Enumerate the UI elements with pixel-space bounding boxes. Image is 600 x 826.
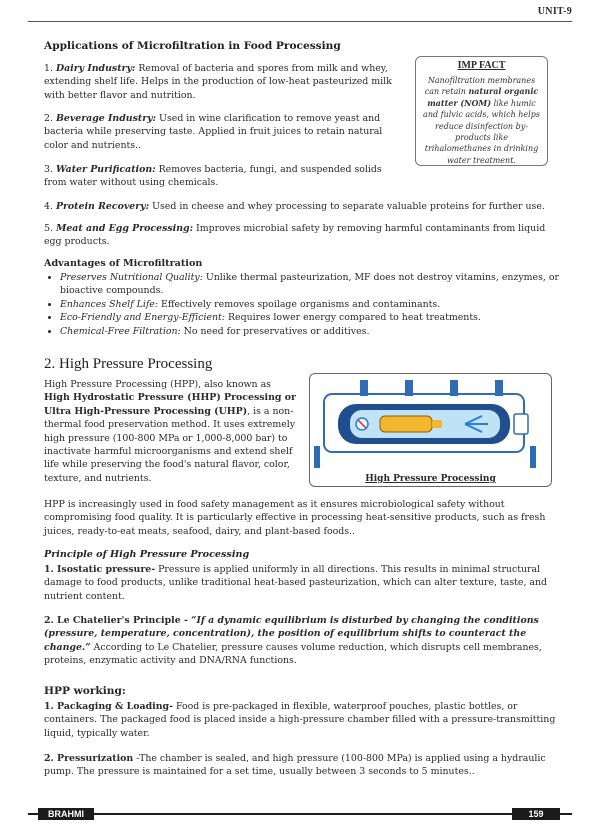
application-protein: 4. Protein Recovery: Used in cheese and whey processing to separate valuable proteins for further use. bbox=[44, 201, 545, 212]
imp-fact-text: Nanofiltration membranes can retain natural organic matter (NOM) like humic and fulvic acids, which helps reduce disinfection by-products like trihalomethanes in drinking water treatment. bbox=[423, 76, 540, 165]
imp-fact-title: IMP FACT bbox=[457, 60, 506, 71]
chamber-end-cap bbox=[514, 414, 528, 434]
section-title-hpp: 2. High Pressure Processing bbox=[44, 356, 213, 372]
application-water: 3. Water Purification: Removes bacteria, fungi, and suspended solids from water without using chemicals. bbox=[44, 164, 382, 189]
list-item: • Chemical-Free Filtration: No need for preservatives or additives. bbox=[60, 325, 570, 338]
support-leg-left bbox=[314, 446, 320, 468]
principle-isostatic: 1. Isostatic pressure- Pressure is applied uniformly in all directions. This results in minimal structural damage to food products, unlike traditional heat-based pasteurization, which can alter texture, taste, and nutrient content. bbox=[44, 564, 548, 602]
imp-fact-box bbox=[415, 56, 548, 166]
unit-label: UNIT-9 bbox=[537, 6, 572, 17]
working-title: HPP working: bbox=[44, 685, 126, 697]
figure-caption: High Pressure Processing bbox=[365, 474, 496, 484]
footer-page-number: 159 bbox=[512, 808, 560, 820]
application-dairy: 1. Dairy Industry: Removal of bacteria and spores from milk and whey, extending shelf life. Helps in the production of low-heat pasteurized milk with better flavor and nutrition. bbox=[44, 63, 392, 101]
working-step-packaging: 1. Packaging & Loading- Food is pre-packaged in flexible, waterproof pouches, plastic bottles, or containers. The packaged food is placed inside a high-pressure chamber filled with a pressure-transmitting liquid, typically water. bbox=[44, 701, 556, 739]
advantages-list bbox=[44, 271, 570, 338]
product-bottle bbox=[380, 416, 432, 432]
principle-le-chatelier: 2. Le Chatelier's Principle - “If a dynamic equilibrium is disturbed by changing the conditions (pressure, temperature, concentration), the position of equilibrium shifts to counteract the change.” According to Le Chatelier, pressure causes volume reduction, which disrupts cell membranes, proteins, enzymatic activity and DNA/RNA functions. bbox=[44, 615, 542, 667]
section-title-microfiltration: Applications of Microfiltration in Food Processing bbox=[44, 40, 341, 52]
footer-rule bbox=[28, 813, 572, 815]
header-rule bbox=[28, 21, 572, 22]
advantages-title: Advantages of Microfiltration bbox=[44, 258, 203, 269]
hpp-intro: High Pressure Processing (HPP), also known as High Hydrostatic Pressure (HHP) Processing or Ultra High-Pressure Processing (UHP), is a non-thermal food preservation method. It uses extremely high pressure (100-800 MPa or 1,000-8,000 bar) to inactivate harmful microorganisms and extend shelf life while preserving the food's natural flavor, color, texture, and nutrients. bbox=[44, 379, 296, 484]
list-item: • Eco-Friendly and Energy-Efficient: Requires lower energy compared to heat treatments. bbox=[60, 311, 570, 324]
footer-brand: BRAHMI bbox=[38, 808, 94, 820]
pipe-4 bbox=[495, 380, 503, 396]
hpp-figure bbox=[309, 373, 552, 487]
pipe-2 bbox=[405, 380, 413, 396]
support-leg-right bbox=[530, 446, 536, 468]
pipe-3 bbox=[450, 380, 458, 396]
principle-title: Principle of High Pressure Processing bbox=[44, 549, 250, 560]
application-meat-egg: 5. Meat and Egg Processing: Improves microbial safety by removing harmful contaminants from liquid egg products. bbox=[44, 223, 546, 248]
application-beverage: 2. Beverage Industry: Used in wine clarification to remove yeast and bacteria while preserving taste. Applied in fruit juices to retain natural color and nutrients.. bbox=[44, 113, 383, 151]
list-item: • Preserves Nutritional Quality: Unlike thermal pasteurization, MF does not destroy vitamins, enzymes, or bioactive compounds. bbox=[60, 271, 570, 298]
pipe-1 bbox=[360, 380, 368, 396]
hpp-paragraph: HPP is increasingly used in food safety management as it ensures microbiological safety without compromising food quality. It is particularly effective in processing heat-sensitive products, such as fresh juices, ready-to-eat meats, seafood, dairy, and plant-based foods.. bbox=[44, 499, 546, 537]
hpp-chamber-illustration bbox=[310, 374, 551, 474]
list-item: • Enhances Shelf Life: Effectively removes spoilage organisms and contaminants. bbox=[60, 298, 570, 311]
product-bottle-neck bbox=[432, 420, 442, 428]
page-footer bbox=[28, 808, 572, 820]
working-step-pressurization: 2. Pressurization -The chamber is sealed, and high pressure (100-800 MPa) is applied using a hydraulic pump. The pressure is maintained for a set time, usually between 3 seconds to 5 minutes.. bbox=[44, 753, 546, 778]
